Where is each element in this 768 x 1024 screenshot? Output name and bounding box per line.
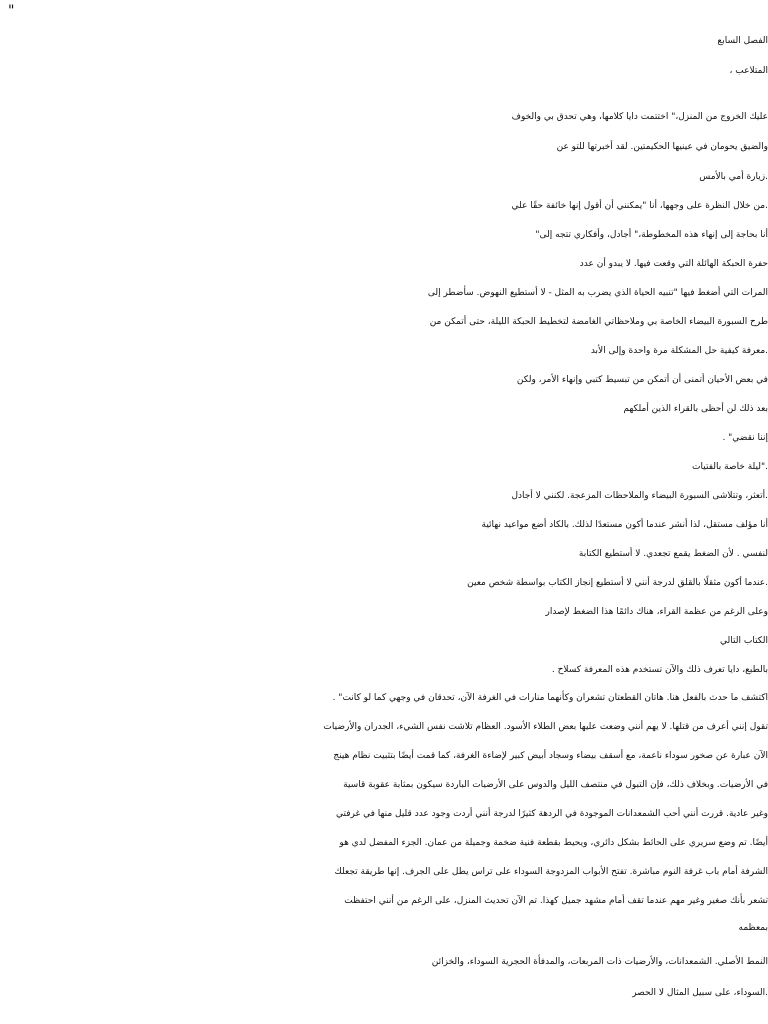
text-line: إننا نقضي" . bbox=[722, 433, 768, 443]
text-line: في الأرضيات. وبخلاف ذلك، فإن التبول في منتصف الليل والدوس على الأرضيات الباردة سيكون بمثابة عقوبة قاسية bbox=[343, 780, 768, 790]
text-line: اكتشف ما حدث بالفعل هنا. هاتان القطعتان تشعران وكأنهما منارات في الغرفة الآن، تحدقان في وجهي كما لو كانت" . bbox=[332, 693, 768, 703]
text-line: بمعظمه bbox=[738, 923, 768, 933]
text-line: .زيارة أمي بالأمس bbox=[699, 172, 768, 182]
text-line: .عندما أكون مثقلًا بالقلق لدرجة أنني لا أستطيع إنجاز الكتاب بواسطة شخص معين bbox=[467, 578, 768, 588]
text-line: في بعض الأحيان أتمنى أن أتمكن من تبسيط كتبي وإنهاء الأمر، ولكن bbox=[516, 375, 768, 385]
text-line: طرح السبورة البيضاء الخاصة بي وملاحظاتي الغامضة لتخطيط الحبكة الليلة، حتى أتمكن من bbox=[429, 317, 768, 327]
text-line: تشعر بأنك صغير وغير مهم عندما تقف أمام مشهد جميل كهذا. تم الآن تحديث المنزل، على الرغم من أنني احتفظت bbox=[344, 896, 768, 906]
text-line: لنفسي . لأن الضغط يقمع تجعدي. لا أستطيع الكتابة bbox=[578, 549, 768, 559]
text-line: أنا بحاجة إلى إنهاء هذه المخطوطة،" أجادل، وأفكاري تتجه إلى" bbox=[535, 230, 768, 240]
text-line: .من خلال النظرة على وجهها، أنا "يمكنني أن أقول إنها خائفة حقًا علي bbox=[511, 201, 768, 211]
text-line: المرات التي أضغط فيها "تنبيه الحياة الذي يضرب به المثل - لا أستطيع النهوض. سأضطر إلى bbox=[427, 288, 768, 298]
text-line: عليك الخروج من المنزل،" اختتمت دايا كلامها، وهي تحدق بي والخوف bbox=[511, 112, 768, 122]
text-line: ."ليلة خاصة بالفتيات bbox=[692, 462, 768, 472]
chapter-subtitle: المتلاعب ، bbox=[729, 66, 768, 76]
text-line: أيضًا. تم وضع سريري على الحائط بشكل دائري، ويحيط بقطعة فنية ضخمة وجميلة من عمان. الجزء المفضل لدي هو bbox=[339, 838, 768, 848]
text-line: تقول إنني أعرف من قتلها. لا يهم أنني وضعت عليها بعض الطلاء الأسود. العظام تلاشت نفس الشيء، الجدران والأرضيات bbox=[323, 722, 768, 732]
text-line: الشرفة أمام باب غرفة النوم مباشرة. تفتح الأبواب المزدوجة السوداء على تراس يطل على الجرف. إنها طريقة تجعلك bbox=[334, 867, 768, 877]
text-line: .أتعثر، وتتلاشى السبورة البيضاء والملاحظات المزعجة. لكنني لا أجادل bbox=[511, 491, 768, 501]
text-line: والضيق يحومان في عينيها الحكيمتين. لقد أخبرتها للتو عن bbox=[556, 142, 768, 152]
text-line: بعد ذلك لن أحظى بالقراء الذين أملكهم bbox=[623, 404, 768, 414]
text-line: الكتاب التالي bbox=[720, 636, 768, 646]
text-line: وغير عادية. قررت أنني أحب الشمعدانات الموجودة في الردهة كثيرًا لدرجة أنني أردت وجود عدد قليل منها في غرفتي bbox=[336, 809, 768, 819]
text-line: النمط الأصلي. الشمعدانات، والأرضيات ذات المربعات، والمدفأة الحجرية السوداء، والخزائن bbox=[431, 957, 768, 967]
text-line: الآن عبارة عن صخور سوداء ناعمة، مع أسقف بيضاء وسجاد أبيض كبير لإضاءة الغرفة، كما قمت أيضًا بتثبيت نظام هينج bbox=[333, 751, 768, 761]
text-line: .السوداء، على سبيل المثال لا الحصر bbox=[632, 988, 768, 998]
text-line: بالطبع، دايا تعرف ذلك والآن تستخدم هذه المعرفة كسلاح . bbox=[551, 665, 768, 675]
chapter-title: الفصل السابع bbox=[717, 36, 768, 46]
text-line: وعلى الرغم من عظمة القراء، هناك دائمًا هذا الضغط لإصدار bbox=[545, 607, 768, 617]
text-line: حفرة الحبكة الهائلة التي وقعت فيها. لا يبدو أن عدد bbox=[579, 259, 768, 269]
text-line: أنا مؤلف مستقل، لذا أنشر عندما أكون مستعدًا لذلك. بالكاد أضع مواعيد نهائية bbox=[481, 520, 768, 530]
stray-quote-mark: " bbox=[8, 3, 15, 19]
text-line: .معرفة كيفية حل المشكلة مرة واحدة وإلى الأبد bbox=[590, 346, 768, 356]
